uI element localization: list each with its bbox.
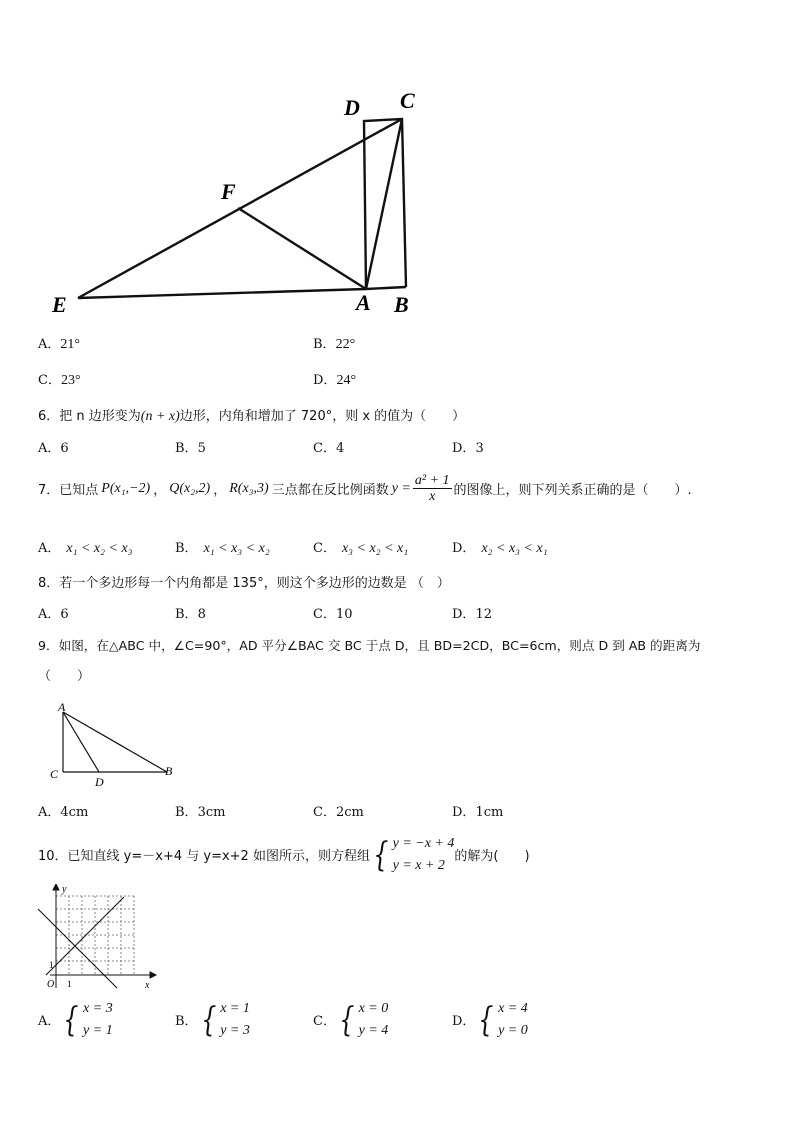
option-label: C． [313, 805, 336, 820]
q9-option-c[interactable] [313, 801, 364, 820]
option-label: D． [452, 441, 476, 456]
label-a: A [58, 700, 66, 714]
option-label: B． [175, 1014, 198, 1030]
option-label: C． [38, 373, 61, 388]
segment-ea [78, 289, 366, 298]
q6-expr: (n + x) [140, 409, 180, 424]
q7-fraction-denominator: x [429, 489, 436, 505]
option-equation-system [60, 998, 112, 1041]
x-axis-label: x [145, 980, 150, 990]
option-label: D． [452, 607, 476, 622]
q9-stem-line1: 9．如图，在△ABC 中，∠C=90°，AD 平分∠BAC 交 BC 于点 D，且 BD=2CD，BC=6cm，则点 D 到 AB 的距离为 [38, 638, 701, 653]
y-axis-label: y [62, 884, 67, 895]
brace-icon: { [200, 999, 216, 1040]
q6-stem [38, 405, 465, 425]
label-a: A [356, 290, 371, 315]
option-label: B． [175, 541, 198, 556]
q7-fraction-numerator: a² + 1 [414, 473, 450, 488]
y-axis-arrow-icon [53, 884, 59, 890]
option-label: C． [313, 1014, 336, 1030]
option-label: C． [313, 541, 336, 556]
q10-equation-2: y = x + 2 [392, 857, 445, 873]
option-label: A． [38, 1014, 61, 1030]
option-label: D． [452, 1014, 476, 1030]
brace-icon: { [478, 999, 494, 1040]
q9-stem-line2: （ ） [38, 669, 91, 684]
q8-stem: 8．若一个多边形每一个内角都是 135°，则这个多边形的边数是 （ ） [38, 576, 450, 591]
q5-option-a[interactable] [38, 333, 80, 353]
option-value: 6 [60, 607, 69, 622]
q9-option-b[interactable] [175, 801, 225, 820]
segment-ac [366, 119, 402, 289]
option-value: 21° [60, 337, 80, 352]
option-value: 6 [60, 441, 69, 456]
option-equation-system [336, 998, 388, 1041]
segment-ab [63, 712, 167, 772]
label-f: F [221, 179, 236, 204]
label-d: D [344, 95, 360, 120]
option-label: A． [38, 337, 61, 352]
q10-stem [38, 833, 530, 876]
brace-icon: { [63, 999, 79, 1040]
q7-option-b[interactable] [175, 537, 270, 557]
q7-point-p: P(x₁,−2) [101, 480, 151, 496]
q7-text-pre: 7．已知点 [38, 483, 99, 499]
option-value: 23° [60, 373, 81, 388]
q5-option-d[interactable] [313, 369, 356, 389]
option-label: A． [38, 805, 61, 820]
brace-icon: { [339, 999, 355, 1040]
q8-option-d[interactable] [452, 603, 492, 622]
option-value: x₂ < x₃ < x₁ [481, 541, 548, 556]
option-value: 3cm [197, 805, 226, 820]
q10-option-d[interactable] [452, 998, 528, 1041]
q7-point-q: Q(x₂,2) [169, 480, 211, 496]
option-label: D． [452, 541, 476, 556]
option-value: x₁ < x₂ < x₃ [66, 541, 133, 556]
label-c: C [400, 88, 415, 113]
q6-text-post: 边形，内角和增加了 720°，则 x 的值为（ ） [179, 409, 466, 424]
option-equation-1: x = 4 [498, 1001, 528, 1016]
q10-line-graph [32, 884, 158, 990]
label-b: B [394, 292, 409, 317]
option-label: A． [38, 541, 61, 556]
option-equation-2: y = 3 [220, 1022, 250, 1038]
q10-option-a[interactable] [38, 998, 113, 1041]
q8-option-c[interactable] [313, 603, 353, 622]
label-d: D [95, 775, 104, 789]
grid-lines [56, 896, 134, 975]
y-unit-label: 1 [49, 960, 54, 970]
option-equation-2: y = 4 [358, 1022, 389, 1038]
option-value: 8 [197, 607, 206, 622]
option-label: A． [38, 441, 61, 456]
q6-option-b[interactable] [175, 437, 206, 456]
option-label: D． [313, 373, 337, 388]
q6-option-c[interactable] [313, 437, 344, 456]
option-value: 4 [335, 441, 345, 456]
option-equation-2: y = 1 [83, 1022, 113, 1038]
option-value: x₁ < x₃ < x₂ [203, 541, 270, 556]
option-equation-1: x = 1 [220, 1001, 250, 1016]
label-b: B [165, 764, 173, 778]
option-label: B． [175, 441, 198, 456]
option-value: 10 [335, 607, 353, 622]
option-value: 1cm [475, 805, 504, 820]
option-value: 3 [475, 441, 484, 456]
q7-fraction [413, 473, 452, 505]
option-label: B． [313, 337, 336, 352]
option-label: C． [313, 607, 336, 622]
q10-equation-system [370, 833, 454, 876]
q7-point-r: R(x₃,3) [229, 480, 269, 496]
brace-icon: { [373, 834, 389, 875]
segment-ab [366, 287, 406, 289]
geometry-figure-efadcb [40, 88, 440, 323]
option-value: 12 [475, 607, 492, 622]
q7-stem: 7．已知点 P(x₁,−2) ， Q(x₂,2) ， R(x₃,3) 三点都在反比例函数 y = $\frac{\text{a² + 1}}{x}$ 的图像上，则下列关系正确的是（ ）. [38, 473, 692, 505]
q6-text-pre: 6．把 n 边形变为 [38, 409, 141, 424]
q5-option-c[interactable] [38, 369, 81, 389]
option-equation-system [475, 998, 527, 1041]
q7-text-mid: 三点都在反比例函数 [271, 483, 389, 499]
option-value: 5 [197, 441, 206, 456]
x-axis-arrow-icon [150, 972, 156, 978]
line-y-neg-x-plus-4 [38, 909, 117, 988]
option-label: A． [38, 607, 61, 622]
q7-option-d[interactable] [452, 537, 548, 557]
q6-option-a[interactable] [38, 437, 69, 456]
option-label: B． [175, 607, 198, 622]
q10-option-b[interactable] [175, 998, 250, 1041]
option-label: D． [452, 805, 476, 820]
q9-option-d[interactable] [452, 801, 503, 820]
q7-option-a[interactable] [38, 537, 133, 557]
q5-option-b[interactable] [313, 333, 355, 353]
option-value: x₃ < x₂ < x₁ [341, 541, 409, 556]
option-equation-1: x = 3 [83, 1001, 113, 1016]
q10-text-pre: 10．已知直线 y=－x+4 与 y=x+2 如图所示，则方程组 [38, 849, 370, 865]
option-value: 4cm [60, 805, 89, 820]
option-label: B． [175, 805, 198, 820]
origin-label: O [47, 979, 55, 990]
option-value: 22° [335, 337, 356, 352]
q9-option-a[interactable] [38, 801, 88, 820]
option-equation-1: x = 0 [358, 1001, 389, 1016]
q10-text-post: 的解为( ) [454, 849, 530, 865]
option-value: 2cm [335, 805, 364, 820]
label-e: E [52, 292, 67, 317]
q7-func-lhs: y = [391, 480, 411, 496]
label-c: C [50, 767, 59, 781]
option-equation-system [198, 998, 250, 1041]
q10-option-c[interactable] [313, 998, 388, 1041]
segment-ad [63, 712, 99, 772]
q7-text-post: 的图像上，则下列关系正确的是（ ）. [453, 483, 692, 499]
q9-triangle-figure [45, 698, 185, 790]
q8-option-a[interactable] [38, 603, 69, 622]
option-label: C． [313, 441, 336, 456]
option-value: 24° [336, 373, 357, 388]
segment-fa [238, 208, 366, 289]
q8-option-b[interactable] [175, 603, 206, 622]
x-unit-label: 1 [67, 979, 72, 989]
q10-equation-1: y = −x + 4 [392, 836, 455, 851]
q6-option-d[interactable] [452, 437, 484, 456]
q7-option-c[interactable] [313, 537, 408, 557]
option-equation-2: y = 0 [498, 1022, 528, 1038]
